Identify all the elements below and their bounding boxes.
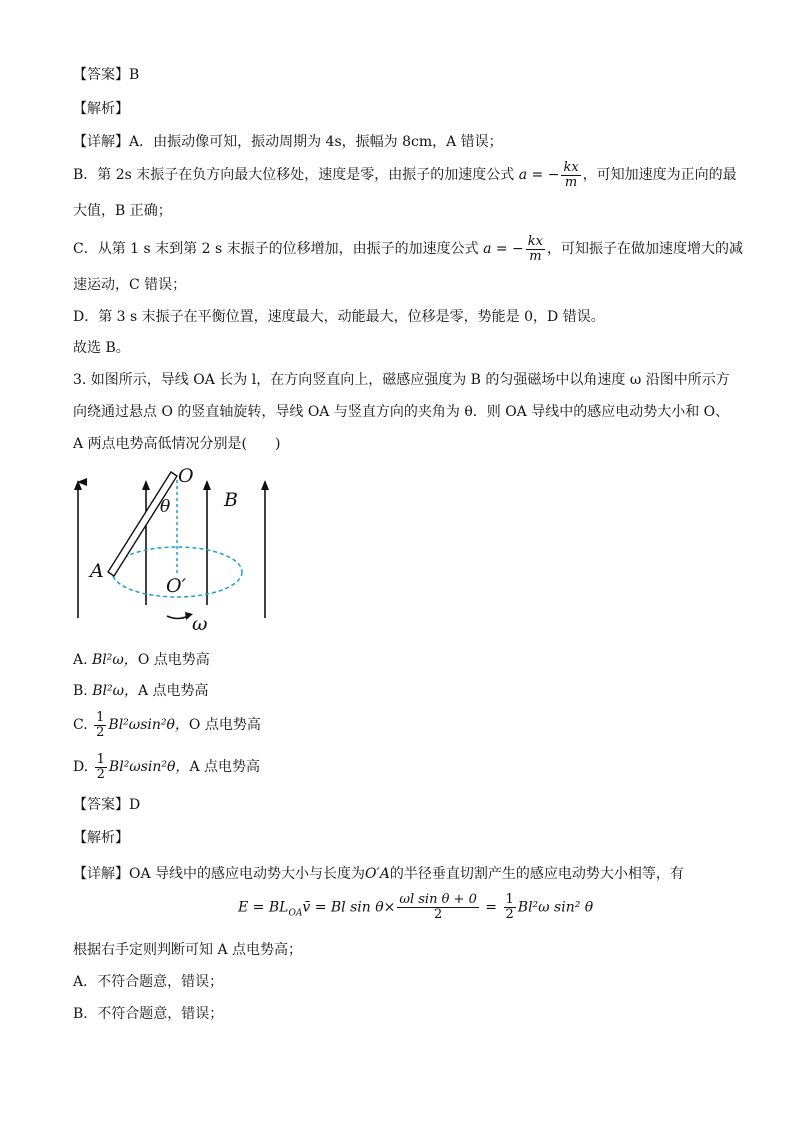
physics-figure xyxy=(60,460,290,635)
analysis-label-q3: 【解析】 xyxy=(73,830,129,846)
field-line-3-arrow xyxy=(203,480,211,490)
label-theta: θ xyxy=(160,497,171,517)
eq-den: 2 xyxy=(433,907,443,922)
eq-den2: 2 xyxy=(505,907,514,922)
detail-b-text-post: ，可知加速度为正向的最 xyxy=(582,167,737,183)
eq-fraction-1 xyxy=(397,893,478,922)
detail-q3 xyxy=(73,865,684,883)
option-a xyxy=(73,651,210,669)
option-b-expr: Bl²ω， xyxy=(92,683,138,699)
option-c-den: 2 xyxy=(96,724,105,740)
q3-option-a-review: A．不符合题意，错误； xyxy=(73,974,224,990)
eq-part1: E = BL xyxy=(238,899,289,916)
formula-fraction xyxy=(526,235,545,264)
label-A: A xyxy=(90,560,104,582)
formula-den: m xyxy=(564,174,578,190)
analysis-label-q2: 【解析】 xyxy=(73,101,129,117)
eq-num: ωl sin θ + 0 xyxy=(399,892,477,907)
eq-sub: OA xyxy=(288,908,303,919)
option-d xyxy=(73,750,260,784)
formula-lhs: a = − xyxy=(483,241,524,257)
eq-num2: 1 xyxy=(505,892,514,907)
detail-q3-var: O′A xyxy=(365,866,390,882)
option-b xyxy=(73,682,209,700)
emf-equation xyxy=(238,893,593,922)
eq-part4: Bl²ω sin² θ xyxy=(517,899,594,916)
choose-q2: 故选 B。 xyxy=(73,340,130,356)
formula-fraction xyxy=(561,161,580,190)
formula-num: kx xyxy=(527,233,543,249)
option-d-expr: Bl²ωsin²θ， xyxy=(108,759,190,775)
detail-d-q2: D．第 3 s 末振子在平衡位置，速度最大，动能最大，位移是零，势能是 0，D 错误。 xyxy=(73,309,605,325)
formula-num: kx xyxy=(563,159,579,175)
option-c-expr: Bl²ωsin²θ， xyxy=(108,717,189,733)
option-a-expr: Bl²ω， xyxy=(92,652,138,668)
field-line-1-arrow xyxy=(74,480,82,490)
option-c-prefix: C. xyxy=(73,717,93,733)
field-line-4-arrow xyxy=(261,480,269,490)
detail-q3-post: 的半径垂直切割产生的感应电动势大小相等，有 xyxy=(389,866,684,882)
label-O-prime: O′ xyxy=(166,575,186,597)
label-omega: ω xyxy=(192,613,208,635)
question-3-stem-line1: 3. 如图所示，导线 OA 长为 l，在方向竖直向上，磁感应强度为 B 的匀强磁场中以角速度 ω 沿图中所示方 xyxy=(73,372,730,388)
detail-c-line2: 速运动，C 错误； xyxy=(73,277,187,293)
detail-b-text-pre: B．第 2s 末振子在负方向最大位移处，速度是零，由振子的加速度公式 xyxy=(73,167,515,183)
option-c-num: 1 xyxy=(96,709,105,725)
option-b-tail: A 点电势高 xyxy=(138,683,209,699)
option-d-tail: A 点电势高 xyxy=(189,759,260,775)
detail-b-line1 xyxy=(73,158,737,192)
formula-lhs: a = − xyxy=(518,167,560,183)
option-a-tail: O 点电势高 xyxy=(137,652,210,668)
field-line-2-arrow xyxy=(142,480,150,490)
option-a-prefix: A. xyxy=(73,652,93,668)
q3-option-b-review: B．不符合题意，错误； xyxy=(73,1006,224,1022)
detail-b-line2: 大值，B 正确； xyxy=(73,203,172,219)
eq-fraction-2 xyxy=(504,893,516,922)
formula-den: m xyxy=(529,248,542,264)
detail-q3-pre: 【详解】OA 导线中的感应电动势大小与长度为 xyxy=(73,866,366,882)
answer-label-q2: 【答案】B xyxy=(73,67,140,83)
option-d-fraction xyxy=(95,753,107,782)
label-O: O xyxy=(178,465,194,487)
detail-c-text-post: ，可知振子在做加速度增大的减 xyxy=(547,241,743,257)
eq-part3: = xyxy=(480,899,502,916)
omega-arrow xyxy=(167,616,188,619)
wire-OA xyxy=(108,472,177,576)
question-3-stem-line3: A 两点电势高低情况分别是( ) xyxy=(73,436,281,452)
detail-c-line1 xyxy=(73,232,743,266)
detail-c-text-pre: C．从第 1 s 末到第 2 s 末振子的位移增加，由振子的加速度公式 xyxy=(73,241,479,257)
option-c-fraction xyxy=(94,711,106,740)
right-hand-rule: 根据右手定则判断可知 A 点电势高； xyxy=(73,942,303,958)
answer-label-q3: 【答案】D xyxy=(73,797,141,813)
option-d-prefix: D. xyxy=(73,759,93,775)
option-b-prefix: B. xyxy=(73,683,93,699)
option-c-tail: O 点电势高 xyxy=(188,717,261,733)
option-c xyxy=(73,708,261,742)
label-B: B xyxy=(224,489,238,511)
option-d-num: 1 xyxy=(96,751,105,767)
detail-a-q2: 【详解】A．由振动像可知，振动周期为 4s，振幅为 8cm，A 错误； xyxy=(73,134,503,150)
eq-part2: v̄ = Bl sin θ× xyxy=(302,899,396,916)
question-3-stem-line2: 向绕通过悬点 O 的竖直轴旋转，导线 OA 与竖直方向的夹角为 θ．则 OA 导线中的感应电动势大小和 O、 xyxy=(73,404,730,420)
option-d-den: 2 xyxy=(96,766,105,782)
